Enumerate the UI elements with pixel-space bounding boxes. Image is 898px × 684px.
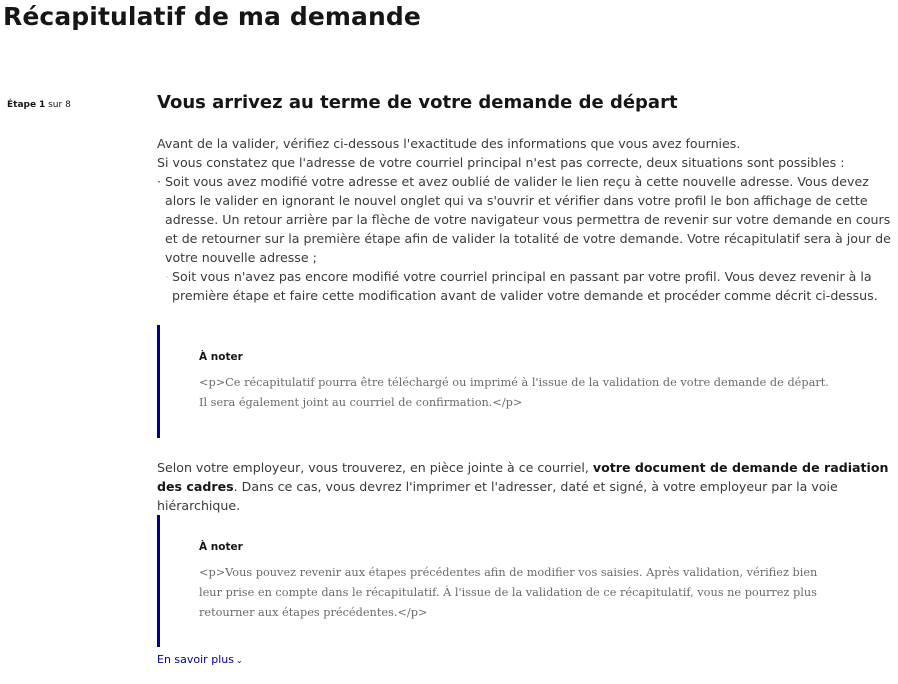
step-label: Étape — [7, 100, 37, 110]
step-current: 1 — [38, 100, 46, 110]
callout-text: <p>Ce récapitulatif pourra être téléchargé ou imprimé à l'issue de la validation de votre demande de départ. Il sera également joint au courriel de confirmation.</p> — [199, 376, 829, 409]
employer-text-before: Selon votre employeur, vous trouverez, en pièce jointe à ce courriel, — [157, 460, 593, 475]
bullet-icon: · — [157, 174, 162, 189]
step-separator: sur — [48, 100, 63, 110]
section-title: Vous arrivez au terme de votre demande de départ — [157, 92, 678, 113]
employer-text-bold: votre document de demande de radiation des cadres — [157, 460, 889, 494]
callout-text: <p>Vous pouvez revenir aux étapes précédentes afin de modifier vos saisies. Après validation, vérifiez bien leur prise en compte dans le récapitulatif. À l'issue de la validation de ce récapitulatif, vous ne pourrez plus retourner aux étapes précédentes.</p> — [199, 566, 818, 619]
employer-paragraph — [157, 458, 892, 515]
learn-more-label: En savoir plus — [157, 653, 234, 666]
intro-line-1: Avant de la valider, vérifiez ci-dessous l'exactitude des informations que vous avez fournies. — [157, 136, 741, 151]
list-item-text: Soit vous avez modifié votre adresse et avez oublié de valider le lien reçu à cette nouvelle adresse. Vous devez alors le valider en ignorant le nouvel onglet qui va s'ouvrir et vérifier dans votre profil le bon affichage de cette adresse. Un retour arrière par la flèche de votre navigateur vous permettra de revenir sur votre demande en cours et de retourner sur la première étape afin de valider la totalité de votre demande. Votre récapitulatif sera à jour de votre nouvelle adresse ; — [165, 174, 891, 265]
chevron-down-icon: ⌄ — [235, 656, 243, 665]
step-total: 8 — [65, 100, 71, 110]
callout-note-previous-steps — [157, 515, 857, 647]
learn-more-link[interactable] — [157, 652, 243, 669]
callout-title: À noter — [199, 351, 243, 363]
callout-note-download — [157, 325, 857, 438]
list-item-text: Soit vous n'avez pas encore modifié votre courriel principal en passant par votre profil. Vous devez revenir à la première étape et faire cette modification avant de valider votre demande et procéder comme décrit ci-dessus. — [172, 269, 878, 303]
employer-text-after: . Dans ce cas, vous devrez l'imprimer et l'adresser, daté et signé, à votre employeur par la voie hiérarchique. — [157, 479, 838, 513]
bullet-icon: · — [165, 269, 170, 284]
callout-title: À noter — [199, 541, 243, 553]
stepper-indicator — [7, 100, 71, 110]
list-item — [157, 172, 892, 267]
list-item — [157, 267, 892, 305]
situations-list — [157, 172, 892, 305]
intro-text — [157, 134, 892, 305]
intro-line-2: Si vous constatez que l'adresse de votre courriel principal n'est pas correcte, deux situations sont possibles : — [157, 155, 845, 170]
page-title: Récapitulatif de ma demande — [3, 2, 421, 31]
